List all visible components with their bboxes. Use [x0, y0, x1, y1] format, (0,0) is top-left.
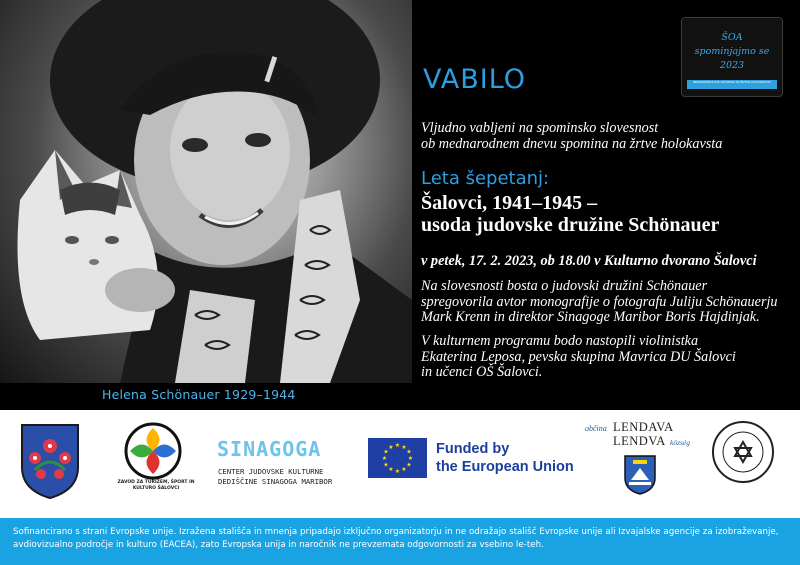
invitation-line-2: ob mednarodnem dnevu spomina na žrtve holokavsta — [421, 135, 723, 152]
program-line-3: in učenci OŠ Šalovci. — [421, 364, 543, 380]
zavod-logo-icon — [122, 422, 184, 480]
badge-bar — [687, 80, 777, 89]
sinagoga-subtitle-line-1: CENTER JUDOVSKE KULTURNE — [218, 467, 324, 476]
event-title — [421, 192, 796, 236]
lendava-coat-of-arms-icon — [623, 454, 657, 496]
photo-caption: Helena Schönauer 1929–1944 — [102, 387, 296, 402]
svg-text:★: ★ — [388, 466, 394, 473]
program-line-2: Ekaterina Leposa, pevska skupina Mavrica DU Šalovci — [421, 348, 736, 365]
event-subtitle: Leta šepetanj: — [421, 168, 550, 189]
event-date-place: v petek, 17. 2. 2023, ob 18.00 v Kulturno dvorano Šalovci — [421, 253, 757, 269]
disclaimer-text: Sofinancirano s strani Evropske unije. Izražena stališča in mnenja pripadajo izključno organizatorju in ne odražajo stališč Evropske unije ali Izvajalske agencije za izobraževanje, avdiovizualno področje in kulturo (EACEA), zato Evropska unija in naročnik ne prevzemata odgovornosti za vsebino le-teh. — [13, 527, 779, 550]
svg-text:★: ★ — [407, 455, 414, 462]
eu-flag-icon — [368, 438, 427, 478]
footer-disclaimer — [0, 518, 800, 565]
lendva-label: LENDVA — [613, 434, 666, 448]
svg-text:★: ★ — [388, 444, 394, 451]
event-title-line-2: usoda judovske družine Schönauer — [421, 214, 720, 236]
svg-text:★: ★ — [406, 448, 412, 456]
page-title: VABILO — [423, 64, 527, 95]
speakers-line-3: Mark Krenn in direktor Sinagoge Maribor Boris Hajdinjak. — [421, 309, 760, 325]
badge-line-2: spominjajmo se — [694, 46, 770, 57]
svg-text:★: ★ — [406, 461, 412, 469]
eu-line-2: the European Union — [436, 459, 574, 475]
sinagoga-subtitle — [218, 467, 332, 486]
svg-text:★: ★ — [383, 461, 389, 469]
salovci-coat-of-arms-icon — [19, 422, 81, 500]
invitation-line-1: Vljudno vabljeni na spominsko slovesnost — [421, 120, 659, 136]
svg-text:★: ★ — [383, 448, 389, 456]
kozseg-label: község — [670, 438, 690, 447]
badge-line-3: 2023 — [719, 60, 745, 71]
speakers-line-1: Na slovesnosti bosta o judovski družini Schönauer — [421, 278, 708, 294]
obcina-label: občina — [585, 424, 607, 433]
sinagoga-title: SINAGOGA — [217, 437, 322, 461]
soa-badge — [681, 17, 783, 97]
badge-bar-text: MEDNARODNI DAN SPOMINA NA ŽRTVE HOLOKAVSTA — [692, 80, 772, 84]
speakers-line-2: spregovorila avtor monografije o fotografu Juliju Schönauerju — [421, 293, 778, 310]
program-line-1: V kulturnem programu bodo nastopili violinistka — [421, 333, 699, 349]
svg-text:★: ★ — [401, 444, 407, 451]
svg-text:★: ★ — [381, 455, 388, 462]
partner-logos — [0, 410, 800, 518]
eu-line-1: Funded by — [436, 441, 510, 457]
speakers-text — [421, 279, 796, 326]
lendava-label: LENDAVA — [613, 420, 674, 434]
svg-text:★: ★ — [394, 468, 401, 475]
svg-text:★: ★ — [394, 442, 401, 449]
portrait-photo — [0, 0, 412, 383]
zidovska-opcina-seal-icon — [711, 420, 775, 484]
svg-text:★: ★ — [401, 466, 407, 473]
invitation-text — [421, 121, 796, 152]
badge-line-1: ŠOA — [721, 32, 743, 43]
zavod-label: ZAVOD ZA TURIZEM, ŠPORT IN KULTURO ŠALOVCI — [117, 480, 195, 491]
eu-funded-text — [436, 440, 574, 476]
program-text — [421, 334, 796, 381]
sinagoga-subtitle-line-2: DEDIŠČINE SINAGOGA MARIBOR — [218, 476, 333, 486]
event-title-line-1: Šalovci, 1941–1945 – — [421, 192, 598, 214]
